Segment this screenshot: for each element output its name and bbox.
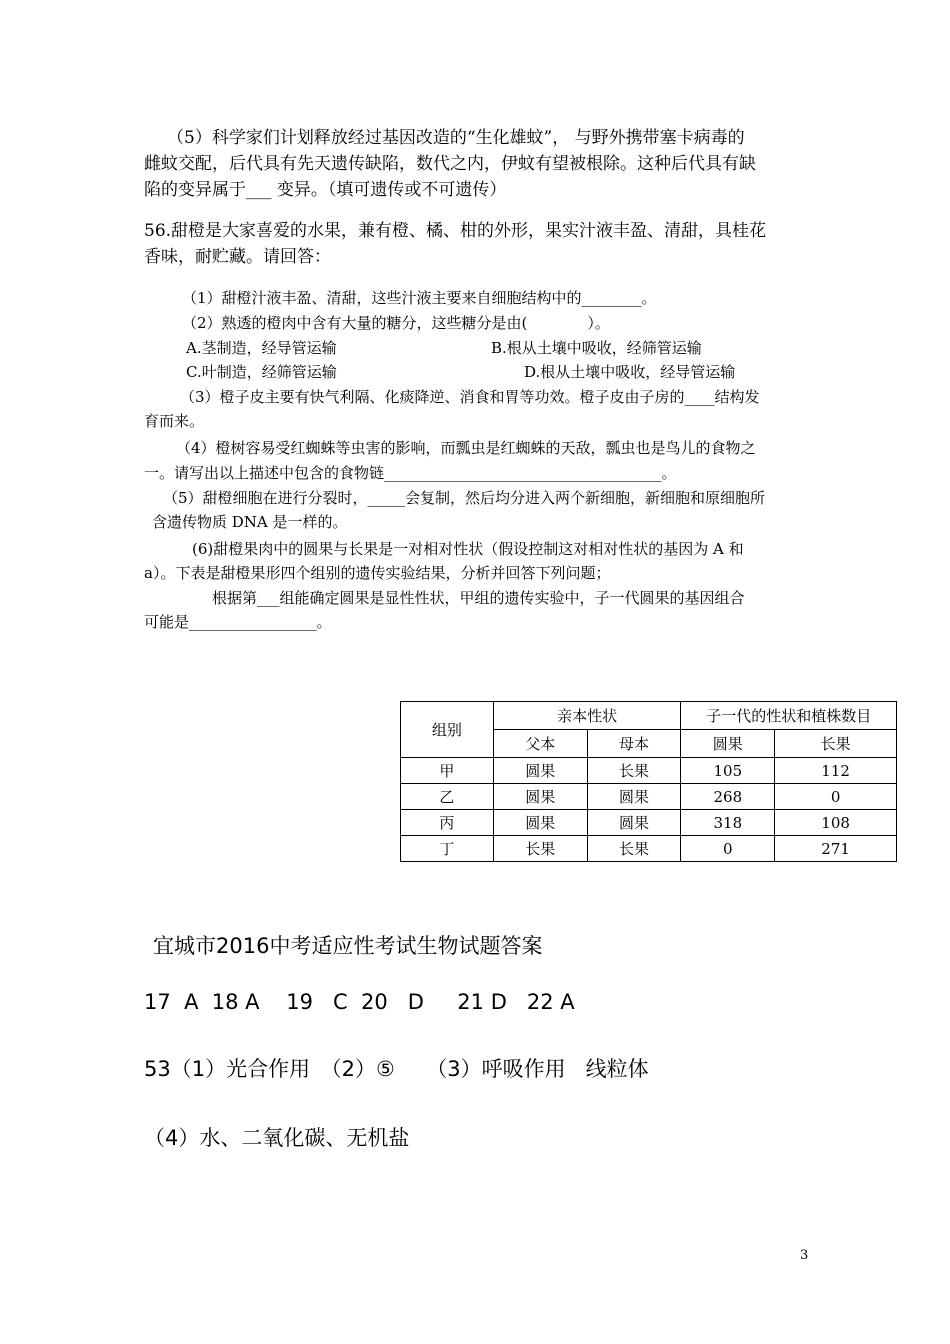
header-mother: 母本	[587, 730, 681, 758]
cell-mother: 长果	[587, 758, 681, 784]
header-group: 组别	[401, 702, 494, 758]
q56-sub3-line2: 育而来。	[144, 412, 205, 430]
answers-q53-line2: （4）水、二氧化碳、无机盐	[144, 1126, 410, 1150]
header-round: 圆果	[681, 730, 775, 758]
q56-sub5-line2: 含遗传物质 DNA 是一样的。	[152, 513, 348, 531]
table-row	[401, 836, 897, 862]
q56-sub6-line2: a）。下表是甜橙果形四个组别的遗传实验结果，分析并回答下列问题；	[144, 564, 611, 582]
q56-intro-line2: 香味，耐贮藏。请回答：	[144, 247, 331, 267]
header-offspring: 子一代的性状和植株数目	[681, 702, 897, 730]
q56-sub4-line2: 一。请写出以上描述中包含的食物链_____________________________________。	[144, 464, 677, 482]
q56-sub1: （1）甜橙汁液丰盈、清甜，这些汁液主要来自细胞结构中的________。	[182, 289, 657, 307]
table-row	[401, 758, 897, 784]
header-long: 长果	[775, 730, 897, 758]
q55-5-line3: 陷的变异属于___ 变异。（填可遗传或不可遗传）	[144, 180, 507, 200]
q56-sub6-line1: (6)甜橙果肉中的圆果与长果是一对相对性状（假设控制这对相对性状的基因为 A 和	[192, 540, 744, 558]
genetics-table	[400, 701, 897, 862]
q56-option-d: D.根从土壤中吸收，经导管运输	[524, 363, 736, 381]
cell-father: 圆果	[493, 758, 587, 784]
q56-sub6-line4: 可能是_________________。	[144, 613, 332, 631]
cell-group: 丁	[401, 836, 494, 862]
cell-father: 圆果	[493, 810, 587, 836]
cell-mother: 长果	[587, 836, 681, 862]
page-number: 3	[800, 1248, 809, 1263]
cell-group: 丙	[401, 810, 494, 836]
cell-father: 长果	[493, 836, 587, 862]
cell-group: 甲	[401, 758, 494, 784]
q56-option-c: C.叶制造，经筛管运输	[186, 363, 337, 381]
answers-multiple-choice: 17 A 18 A 19 C 20 D 21 D 22 A	[144, 990, 575, 1014]
table-row	[401, 810, 897, 836]
cell-father: 圆果	[493, 784, 587, 810]
q56-option-b: B.根从土壤中吸收，经筛管运输	[491, 339, 702, 357]
q55-5-line1: （5）科学家们计划释放经过基因改造的“生化雄蚊”， 与野外携带塞卡病毒的	[167, 128, 745, 148]
q56-sub2: （2）熟透的橙肉中含有大量的糖分，这些糖分是由( ）。	[182, 314, 610, 332]
cell-round: 268	[681, 784, 775, 810]
cell-long: 0	[775, 784, 897, 810]
q55-5-line2: 雌蚊交配，后代具有先天遗传缺陷，数代之内，伊蚊有望被根除。这种后代具有缺	[144, 154, 756, 174]
cell-long: 112	[775, 758, 897, 784]
cell-round: 105	[681, 758, 775, 784]
cell-group: 乙	[401, 784, 494, 810]
q56-sub6-line3: 根据第___组能确定圆果是显性性状，甲组的遗传实验中，子一代圆果的基因组合	[212, 589, 745, 607]
cell-round: 318	[681, 810, 775, 836]
cell-mother: 圆果	[587, 810, 681, 836]
q56-intro-line1: 56.甜橙是大家喜爱的水果，兼有橙、橘、柑的外形，果实汁液丰盈、清甜，具桂花	[144, 221, 767, 241]
cell-mother: 圆果	[587, 784, 681, 810]
q56-sub4-line1: （4）橙树容易受红蜘蛛等虫害的影响，而瓢虫是红蜘蛛的天敌，瓢虫也是鸟儿的食物之	[176, 439, 756, 457]
cell-long: 271	[775, 836, 897, 862]
answers-q53-line1: 53（1）光合作用 （2）⑤ （3）呼吸作用 线粒体	[144, 1057, 649, 1081]
table-row	[401, 784, 897, 810]
q56-sub5-line1: （5）甜橙细胞在进行分裂时，_____会复制，然后均分进入两个新细胞，新细胞和原细胞所	[163, 489, 766, 507]
header-father: 父本	[493, 730, 587, 758]
cell-round: 0	[681, 836, 775, 862]
q56-option-a: A.茎制造，经导管运输	[186, 339, 337, 357]
answers-title: 宜城市2016中考适应性考试生物试题答案	[153, 934, 543, 958]
cell-long: 108	[775, 810, 897, 836]
q56-sub3-line1: （3）橙子皮主要有快气利隔、化痰降逆、消食和胃等功效。橙子皮由子房的____结构发	[180, 388, 760, 406]
header-parent: 亲本性状	[493, 702, 681, 730]
